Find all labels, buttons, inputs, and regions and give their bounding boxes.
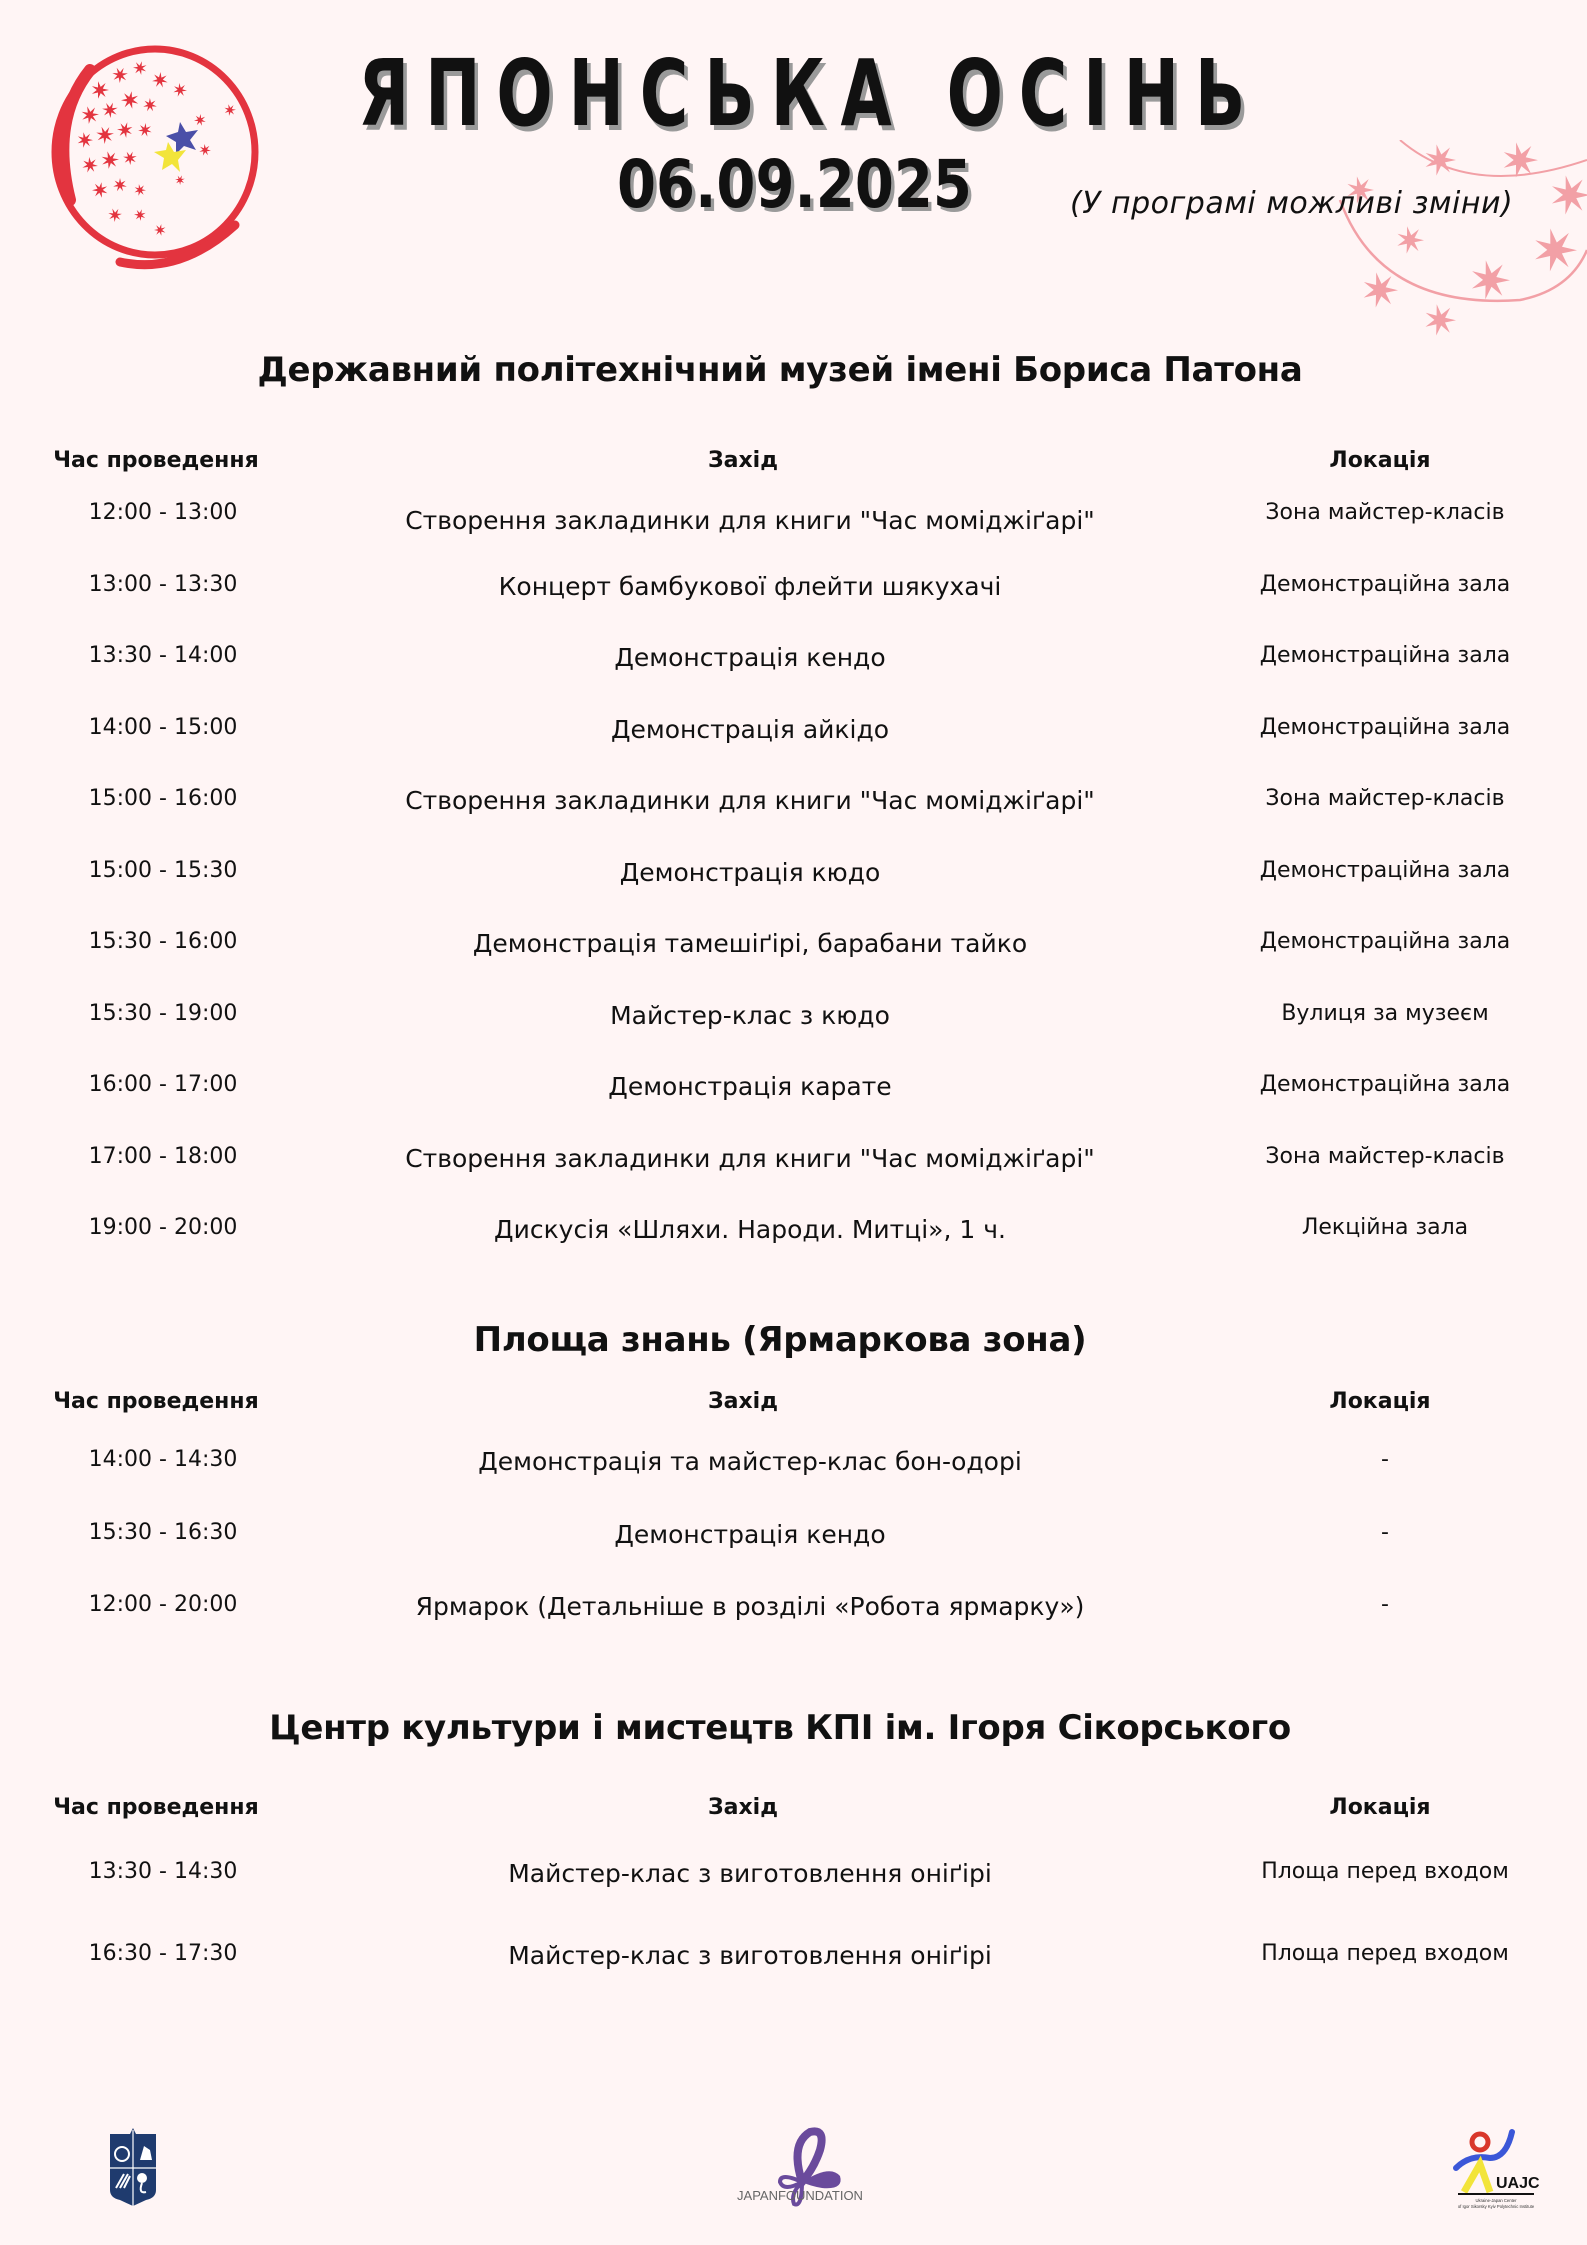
location-cell: Вулиця за музеєм: [1281, 1001, 1489, 1026]
schedule-row: [0, 715, 1587, 755]
schedule-row: [0, 572, 1587, 612]
maple-leaf-icon: [92, 81, 109, 99]
event-cell: Демонстрація кендо: [614, 1520, 886, 1549]
maple-leaf-icon: [1364, 272, 1398, 307]
location-cell: Демонстраційна зала: [1259, 929, 1511, 954]
event-cell: Демонстрація кендо: [614, 643, 886, 672]
schedule-row: [0, 1447, 1587, 1487]
svg-text:of Igor Sikorsky Kyiv Polytech: of Igor Sikorsky Kyiv Polytechnic Institute: [1457, 2204, 1535, 2209]
column-header-event: Захід: [708, 1795, 778, 1820]
maple-leaf-icon: [92, 182, 107, 198]
maple-leaf-icon: [1397, 226, 1424, 253]
location-cell: -: [1381, 1520, 1389, 1545]
event-cell: Майстер-клас з виготовлення оніґірі: [508, 1859, 992, 1888]
program-change-note: (У програмі можливі зміни): [1070, 186, 1514, 221]
location-cell: Демонстраційна зала: [1259, 572, 1511, 597]
time-cell: 15:30 - 16:30: [88, 1520, 238, 1545]
maple-leaf-icon: [154, 224, 165, 236]
column-header-location: Локація: [1329, 1389, 1431, 1414]
maple-leaf-icon: [194, 114, 206, 126]
maple-leaf-icon: [1504, 142, 1538, 177]
time-cell: 13:00 - 13:30: [88, 572, 238, 597]
time-cell: 16:30 - 17:30: [88, 1941, 238, 1966]
maple-leaf-icon: [78, 132, 93, 148]
event-cell: Демонстрація та майстер-клас бон-одорі: [478, 1447, 1022, 1476]
location-cell: Зона майстер-класів: [1265, 786, 1505, 811]
time-cell: 13:30 - 14:00: [88, 643, 238, 668]
event-date: 06.09.2025: [617, 146, 972, 223]
page-title: ЯПОНСЬКА ОСІНЬ: [358, 40, 1262, 147]
location-cell: Демонстраційна зала: [1259, 715, 1511, 740]
schedule-row: [0, 1520, 1587, 1560]
time-cell: 12:00 - 13:00: [88, 500, 238, 525]
schedule-row: [0, 500, 1587, 540]
maple-leaf-icon: [133, 61, 147, 75]
time-cell: 15:30 - 16:00: [88, 929, 238, 954]
location-cell: -: [1381, 1447, 1389, 1472]
time-cell: 15:00 - 16:00: [88, 786, 238, 811]
section-title-knowledge-square: Площа знань (Ярмаркова зона): [473, 1320, 1087, 1360]
svg-text:Ukraine-Japan Center: Ukraine-Japan Center: [1475, 2198, 1517, 2203]
time-cell: 13:30 - 14:30: [88, 1859, 238, 1884]
maple-leaf-icon: [82, 157, 98, 173]
event-cell: Демонстрація тамешіґірі, барабани тайко: [472, 929, 1028, 958]
schedule-row: [0, 1144, 1587, 1184]
time-cell: 19:00 - 20:00: [88, 1215, 238, 1240]
time-cell: 14:00 - 15:00: [88, 715, 238, 740]
schedule-row: [0, 1859, 1587, 1899]
column-header-location: Локація: [1329, 448, 1431, 473]
maple-leaf-icon: [152, 72, 168, 88]
schedule-row: [0, 1941, 1587, 1981]
location-cell: Лекційна зала: [1301, 1215, 1469, 1240]
section-title-culture-center: Центр культури і мистецтв КПІ ім. Ігоря Сікорського: [269, 1708, 1291, 1748]
time-cell: 14:00 - 14:30: [88, 1447, 238, 1472]
event-cell: Створення закладинки для книги "Час моміджіґарі": [405, 506, 1095, 535]
schedule-row: [0, 1215, 1587, 1255]
time-cell: 15:30 - 19:00: [88, 1001, 238, 1026]
maple-leaf-icon: [121, 91, 138, 109]
schedule-row: [0, 643, 1587, 683]
event-cell: Концерт бамбукової флейти шякухачі: [498, 572, 1002, 601]
maple-leaf-icon: [1535, 229, 1577, 272]
location-cell: Площа перед входом: [1261, 1859, 1509, 1884]
maple-leaf-icon: [117, 122, 132, 138]
time-cell: 12:00 - 20:00: [88, 1592, 238, 1617]
maple-leaf-icon: [96, 127, 114, 144]
section-title-museum: Державний політехнічний музей імені Бориса Патона: [257, 350, 1303, 390]
event-cell: Майстер-клас з виготовлення оніґірі: [508, 1941, 992, 1970]
column-header-time: Час проведення: [53, 1795, 259, 1820]
event-cell: Демонстрація кюдо: [619, 858, 881, 887]
time-cell: 15:00 - 15:30: [88, 858, 238, 883]
time-cell: 16:00 - 17:00: [88, 1072, 238, 1097]
column-header-time: Час проведення: [53, 1389, 259, 1414]
event-cell: Створення закладинки для книги "Час моміджіґарі": [405, 786, 1095, 815]
location-cell: Демонстраційна зала: [1259, 1072, 1511, 1097]
event-cell: Майстер-клас з кюдо: [610, 1001, 890, 1030]
kpi-logo-icon: [108, 2128, 158, 2206]
event-cell: Демонстрація айкідо: [610, 715, 890, 744]
uajc-wordmark: UAJC: [1496, 2175, 1540, 2192]
maple-leaf-icon: [112, 68, 128, 83]
column-header-location: Локація: [1329, 1795, 1431, 1820]
schedule-row: [0, 1072, 1587, 1112]
maple-leaf-icon: [1552, 176, 1587, 215]
maple-leaf-icon: [102, 103, 118, 118]
maple-leaf-icon: [102, 151, 119, 169]
maple-leaf-icon: [143, 98, 157, 111]
maple-leaf-icon: [1472, 260, 1510, 299]
schedule-row: [0, 929, 1587, 969]
column-header-time: Час проведення: [53, 448, 259, 473]
japan-foundation-wordmark: JAPANFOUNDATION: [737, 2188, 863, 2203]
location-cell: Демонстраційна зала: [1259, 643, 1511, 668]
maple-leaf-icon: [82, 106, 99, 124]
uajc-logo-icon: [1450, 2128, 1540, 2218]
maple-leaf-icon: [1426, 304, 1457, 335]
column-header-event: Захід: [708, 448, 778, 473]
schedule-row: [0, 1001, 1587, 1041]
schedule-row: [0, 858, 1587, 898]
time-cell: 17:00 - 18:00: [88, 1144, 238, 1169]
location-cell: Зона майстер-класів: [1265, 1144, 1505, 1169]
schedule-row: [0, 786, 1587, 826]
location-cell: Демонстраційна зала: [1259, 858, 1511, 883]
maple-leaf-icon: [138, 123, 152, 137]
maple-leaf-icon: [173, 83, 187, 97]
location-cell: -: [1381, 1592, 1389, 1617]
location-cell: Зона майстер-класів: [1265, 500, 1505, 525]
schedule-row: [0, 1592, 1587, 1632]
event-cell: Створення закладинки для книги "Час моміджіґарі": [405, 1144, 1095, 1173]
event-cell: Дискусія «Шляхи. Народи. Митці», 1 ч.: [494, 1215, 1006, 1244]
event-cell: Ярмарок (Детальніше в розділі «Робота ярмарку»): [415, 1592, 1085, 1621]
location-cell: Площа перед входом: [1261, 1941, 1509, 1966]
column-header-event: Захід: [708, 1389, 778, 1414]
event-cell: Демонстрація карате: [608, 1072, 892, 1101]
